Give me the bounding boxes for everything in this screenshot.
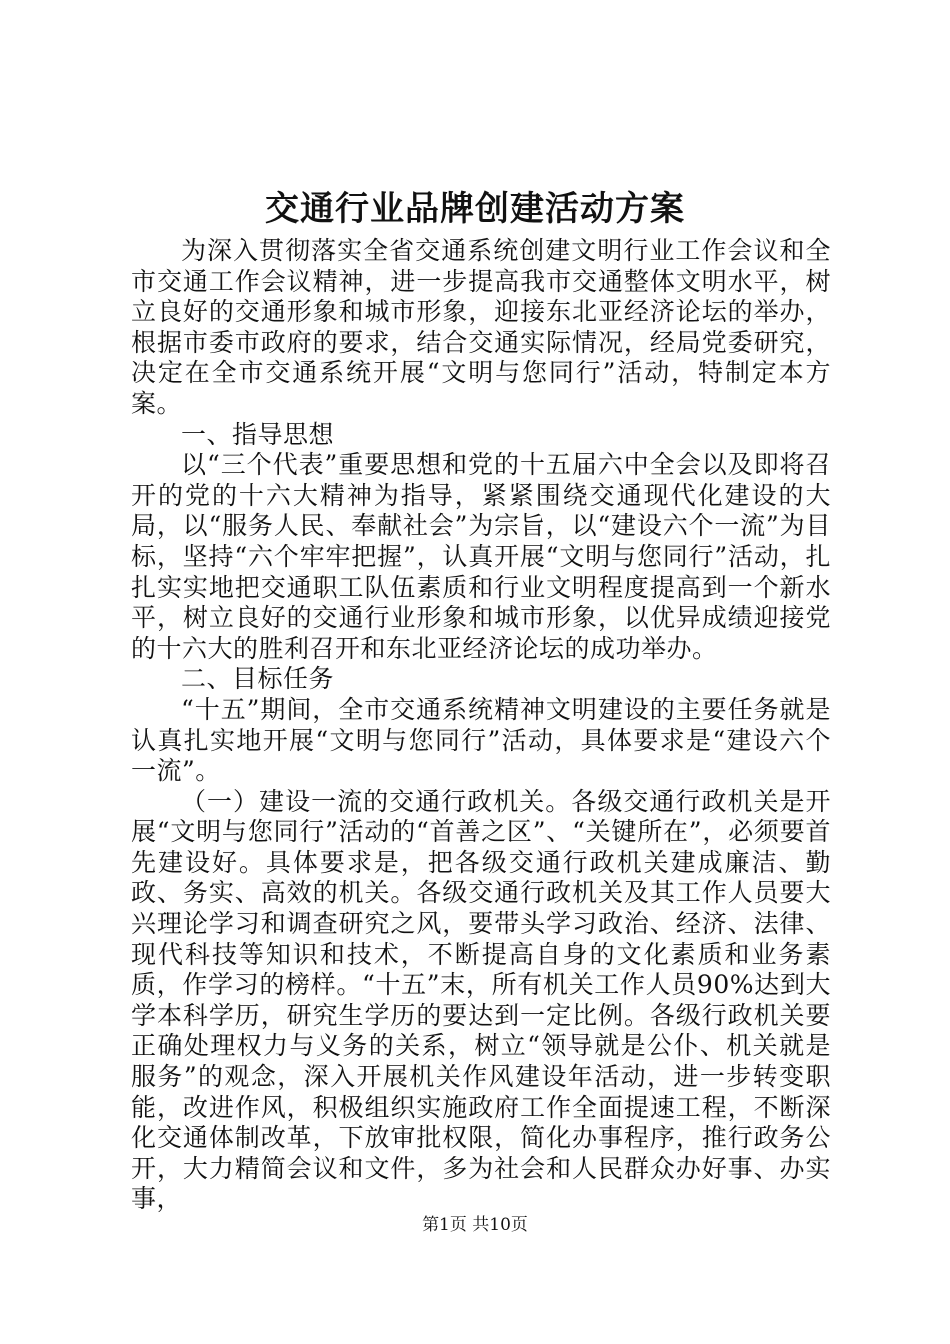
first-item-paragraph: （一）建设一流的交通行政机关。各级交通行政机关是开展“文明与您同行”活动的“首善之区”、“关键所在”，必须要首先建设好。具体要求是，把各级交通行政机关建成廉洁、勤政、务实、高效的机关。各级交通行政机关及其工作人员要大兴理论学习和调查研究之风，要带头学习政治、经济、法律、现代科技等知识和技术，不断提高自身的文化素质和业务素质，作学习的榜样。“十五”末，所有机关工作人员90%达到大学本科学历，研究生学历的要达到一定比例。各级行政机关要正确处理权力与义务的关系，树立“领导就是公仆、机关就是服务”的观念，深入开展机关作风建设年活动，进一步转变职能，改进作风，积极组织实施政府工作全面提速工程，不断深化交通体制改革，下放审批权限，简化办事程序，推行政务公开，大力精简会议和文件，多为社会和人民群众办好事、办实事， xyxy=(131,786,831,1214)
document-title: 交通行业品牌创建活动方案 xyxy=(265,189,685,229)
section-heading-goals-tasks: 二、目标任务 xyxy=(181,664,335,694)
guiding-ideology-paragraph: 以“三个代表”重要思想和党的十五届六中全会以及即将召开的党的十六大精神为指导，紧紧围绕交通现代化建设的大局，以“服务人民、奉献社会”为宗旨，以“建设六个一流”为目标，坚持“六个牢牢把握”，认真开展“文明与您同行”活动，扎扎实实地把交通职工队伍素质和行业文明程度提高到一个新水平，树立良好的交通行业形象和城市形象，以优异成绩迎接党的十六大的胜利召开和东北亚经济论坛的成功举办。 xyxy=(131,450,831,663)
section-heading-guiding-ideology: 一、指导思想 xyxy=(181,419,335,449)
page-number-footer: 第1页 共10页 xyxy=(422,1215,528,1235)
document-body xyxy=(131,236,831,1215)
intro-paragraph: 为深入贯彻落实全省交通系统创建文明行业工作会议和全市交通工作会议精神，进一步提高我市交通整体文明水平，树立良好的交通形象和城市形象，迎接东北亚经济论坛的举办，根据市委市政府的要求，结合交通实际情况，经局党委研究，决定在全市交通系统开展“文明与您同行”活动，特制定本方案。 xyxy=(131,236,831,418)
goals-tasks-paragraph: “十五”期间，全市交通系统精神文明建设的主要任务就是认真扎实地开展“文明与您同行”活动，具体要求是“建设六个一流”。 xyxy=(131,694,831,786)
